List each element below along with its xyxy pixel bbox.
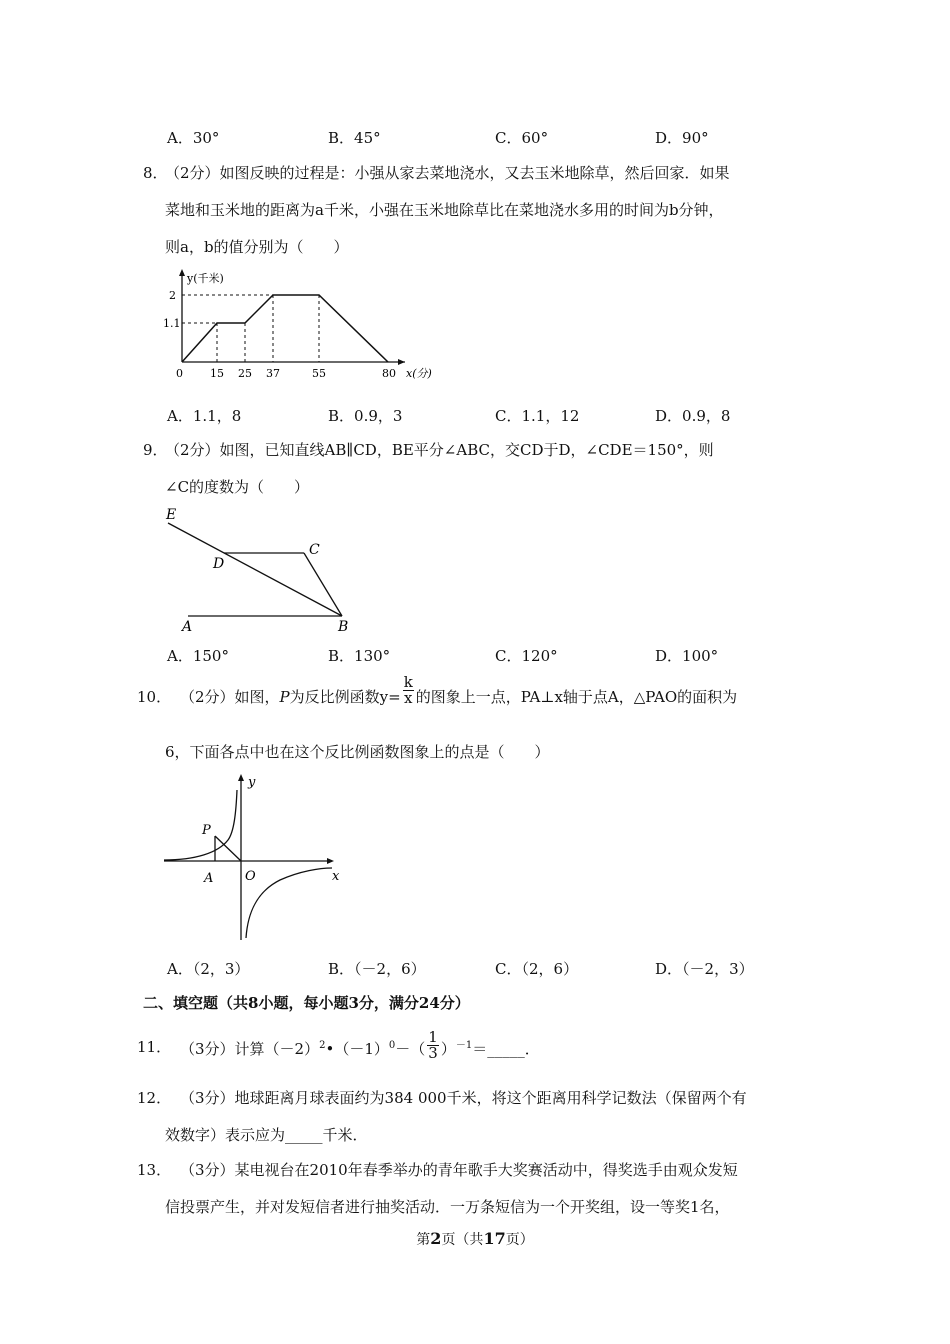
section-2-title: 二、填空题（共8小题，每小题3分，满分24分）	[143, 994, 470, 1012]
q8-option-a: A．1.1，8	[167, 407, 242, 425]
q11-fraction-one-third	[427, 1027, 439, 1062]
q11-expression	[180, 1027, 540, 1062]
q8-graph-line	[182, 295, 388, 362]
q8-y-arrow-icon	[179, 269, 185, 276]
q9-option-d: D．100°	[655, 647, 719, 665]
q9-number: 9．	[143, 441, 168, 459]
q9-line-eb	[168, 523, 342, 616]
q8-option-d: D．0.9，8	[655, 407, 731, 425]
q7-option-a: A．30°	[167, 129, 220, 147]
q9-label-a: A	[182, 619, 193, 635]
q10-x-arrow-icon	[327, 858, 334, 864]
q8-y-label: y(千米)	[187, 272, 224, 285]
q9-label-b: B	[338, 619, 349, 635]
q11-text-mid1: •（－1）	[325, 1040, 389, 1058]
q8-distance-time-graph	[160, 266, 445, 386]
q8-line-2: 菜地和玉米地的距离为a千米，小强在玉米地除草比在菜地浇水多用的时间为b分钟，	[165, 201, 724, 219]
q10-line-1	[180, 672, 738, 707]
q11-text-post: ＝_____．	[472, 1040, 540, 1058]
q8-option-c: C．1.1，12	[495, 407, 580, 425]
q10-label-y: y	[248, 775, 256, 790]
q8-number: 8．	[143, 164, 168, 182]
q9-label-e: E	[166, 507, 177, 523]
footer-page-number: 2	[430, 1229, 442, 1248]
q9-parallel-lines-figure	[160, 503, 360, 635]
q10-formula-y: y=	[379, 688, 401, 706]
q10-var-p: P	[279, 688, 290, 706]
q8-x-tick-15: 15	[210, 367, 224, 380]
footer-post: 页）	[505, 1232, 534, 1248]
q10-option-a: A．（2，3）	[167, 960, 250, 978]
q10-label-a: A	[204, 871, 214, 886]
q8-y-tick-2: 2	[169, 289, 176, 302]
q10-label-p: P	[202, 823, 211, 838]
footer-total-pages: 17	[483, 1229, 506, 1248]
q10-label-o: O	[245, 869, 256, 884]
q11-exponent-2: 2	[319, 1040, 326, 1051]
q11-exponent-0: 0	[388, 1040, 396, 1051]
q10-curve-right	[246, 868, 332, 938]
q8-guide-lines	[182, 295, 319, 362]
q8-y-tick-1-1: 1.1	[163, 317, 181, 330]
q10-option-d: D．（－2，3）	[655, 960, 754, 978]
q10-option-b: B．（－2，6）	[328, 960, 426, 978]
q12-line-1: （3分）地球距离月球表面约为384 000千米，将这个距离用科学记数法（保留两个有	[180, 1089, 747, 1107]
q8-x-tick-80: 80	[382, 367, 396, 380]
q8-x-tick-25: 25	[238, 367, 252, 380]
q11-denominator: 3	[428, 1043, 438, 1062]
q11-text-mid2: －（	[395, 1040, 426, 1058]
q9-option-b: B．130°	[328, 647, 391, 665]
q11-exponent-neg1: －1	[455, 1040, 473, 1051]
q13-number: 13．	[137, 1161, 172, 1179]
q10-numerator-k: k	[403, 672, 413, 691]
q11-number: 11．	[137, 1038, 172, 1056]
q10-option-c: C．（2，6）	[495, 960, 579, 978]
page-footer	[0, 1229, 950, 1249]
footer-pre: 第	[416, 1232, 431, 1248]
q12-number: 12．	[137, 1089, 172, 1107]
q7-option-d: D．90°	[655, 129, 709, 147]
q10-text-post: 的图象上一点，PA⊥x轴于点A，△PAO的面积为	[415, 688, 738, 706]
q11-numerator: 1	[428, 1027, 438, 1046]
q13-line-1: （3分）某电视台在2010年春季举办的青年歌手大奖赛活动中，得奖选手由观众发短	[180, 1161, 738, 1179]
q8-line-1: （2分）如图反映的过程是：小强从家去菜地浇水，又去玉米地除草，然后回家．如果	[165, 164, 730, 182]
q10-text-mid: 为反比例函数	[289, 688, 380, 706]
q11-text-mid3: ）	[440, 1040, 456, 1058]
q10-label-x: x	[332, 869, 340, 884]
q8-x-label: x(分)	[406, 367, 432, 380]
q10-fraction-k-over-x	[403, 672, 414, 707]
q12-line-2: 效数字）表示应为_____千米．	[165, 1126, 368, 1144]
q9-line-1: （2分）如图，已知直线AB∥CD，BE平分∠ABC，交CD于D，∠CDE＝150°，则	[165, 441, 714, 459]
q9-line-2: ∠C的度数为（ ）	[165, 478, 310, 496]
q8-option-b: B．0.9，3	[328, 407, 403, 425]
q7-option-c: C．60°	[495, 129, 549, 147]
q7-option-b: B．45°	[328, 129, 381, 147]
q8-x-tick-37: 37	[266, 367, 280, 380]
q8-x-tick-0: 0	[176, 367, 183, 380]
q11-text-pre: （3分）计算（－2）	[180, 1040, 320, 1058]
q10-y-arrow-icon	[238, 774, 244, 781]
q9-option-a: A．150°	[167, 647, 229, 665]
q10-denominator-x: x	[404, 688, 413, 707]
q13-line-2: 信投票产生，并对发短信者进行抽奖活动．一万条短信为一个开奖组，设一等奖1名，	[165, 1198, 730, 1216]
q8-line-3: 则a，b的值分别为（ ）	[165, 238, 349, 256]
q10-line-2: 6，下面各点中也在这个反比例函数图象上的点是（ ）	[165, 743, 550, 761]
footer-mid: 页（共	[441, 1232, 484, 1248]
q10-curve-left	[164, 790, 237, 860]
q10-hyperbola-figure	[160, 768, 350, 943]
q9-option-c: C．120°	[495, 647, 558, 665]
q10-text-pre: （2分）如图，	[180, 688, 280, 706]
q9-label-c: C	[309, 542, 320, 558]
q10-number: 10．	[137, 688, 172, 706]
q9-label-d: D	[213, 556, 225, 572]
q8-x-tick-55: 55	[312, 367, 326, 380]
q8-x-arrow-icon	[398, 359, 405, 365]
